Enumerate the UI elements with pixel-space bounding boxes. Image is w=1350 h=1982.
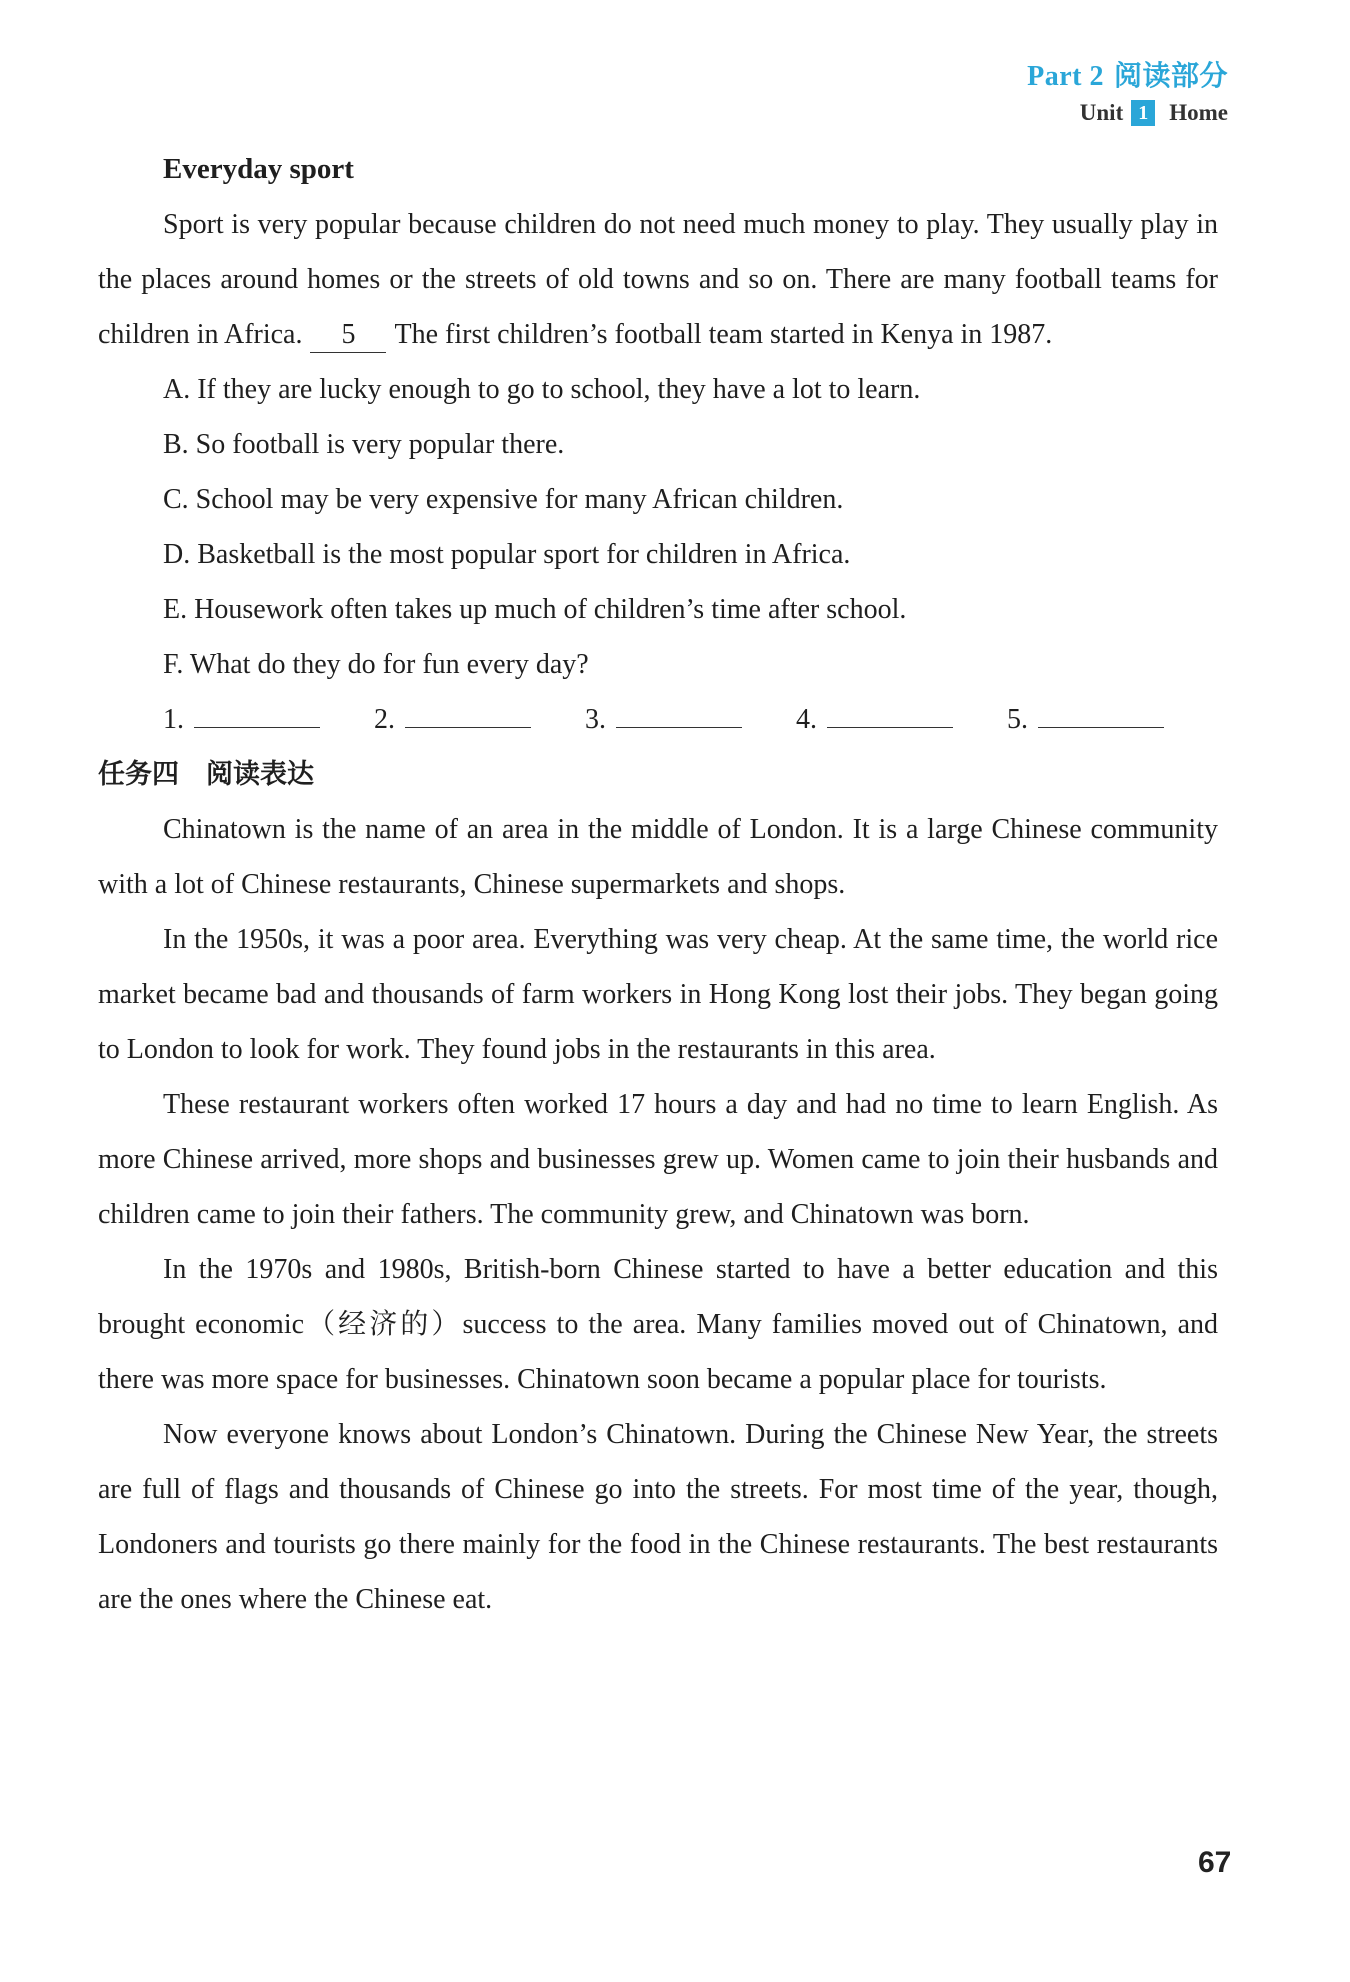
page-content <box>98 142 1218 1627</box>
unit-word: Unit <box>1079 100 1124 125</box>
task-paragraph: In the 1950s, it was a poor area. Everything was very cheap. At the same time, the world rice market became bad and thousands of farm workers in Hong Kong lost their jobs. They began going to London to look for work. They found jobs in the restaurants in this area. <box>98 924 1218 1065</box>
part-title: 阅读部分 <box>1113 59 1228 92</box>
answer-3 <box>585 692 796 747</box>
answer-1 <box>163 692 374 747</box>
unit-number-badge: 1 <box>1131 100 1155 126</box>
answer-row <box>98 692 1218 747</box>
answer-blank[interactable] <box>405 694 531 728</box>
answer-blank[interactable] <box>1038 694 1164 728</box>
answer-number: 5. <box>1007 704 1028 735</box>
option-f: F. What do they do for fun every day? <box>163 649 589 680</box>
answer-4 <box>796 692 1007 747</box>
option-d: D. Basketball is the most popular sport for children in Africa. <box>163 539 851 570</box>
page-number: 67 <box>1198 1846 1232 1879</box>
task-paragraph: These restaurant workers often worked 17 hours a day and had no time to learn English. As more Chinese arrived, more shops and businesses grew up. Women came to join their husbands and children came to join their fathers. The community grew, and Chinatown was born. <box>98 1089 1218 1230</box>
task-paragraph: In the 1970s and 1980s, British-born Chinese started to have a better education and this brought economic（经济的）success to the area. Many families moved out of Chinatown, and there was more space for businesses. Chinatown soon became a popular place for tourists. <box>98 1254 1218 1395</box>
answer-number: 1. <box>163 704 184 735</box>
answer-blank[interactable] <box>194 694 320 728</box>
option-e: E. Housework often takes up much of children’s time after school. <box>163 594 907 625</box>
answer-blank[interactable] <box>827 694 953 728</box>
part-number: Part 2 <box>1027 61 1104 92</box>
unit-title: Home <box>1169 100 1228 125</box>
option-a: A. If they are lucky enough to go to school, they have a lot to learn. <box>163 374 921 405</box>
paragraph-text-before-blank: Sport is very popular because children do not need much money to play. They usually play in the places around homes or the streets of old towns and so on. There are many football teams for children in Africa. <box>98 209 1218 350</box>
page-header <box>1027 54 1228 126</box>
unit-label <box>1027 100 1228 126</box>
task-paragraph: Now everyone knows about London’s Chinatown. During the Chinese New Year, the streets are full of flags and thousands of Chinese go into the streets. For most time of the year, though, Londoners and tourists go there mainly for the food in the Chinese restaurants. The best restaurants are the ones where the Chinese eat. <box>98 1419 1218 1615</box>
option-c: C. School may be very expensive for many African children. <box>163 484 844 515</box>
answer-blank[interactable] <box>616 694 742 728</box>
answer-5 <box>1007 692 1218 747</box>
blank-5: 5 <box>310 318 386 353</box>
answer-number: 2. <box>374 704 395 735</box>
answer-2 <box>374 692 585 747</box>
part-label <box>1027 54 1228 94</box>
task-paragraph: Chinatown is the name of an area in the middle of London. It is a large Chinese community with a lot of Chinese restaurants, Chinese supermarkets and shops. <box>98 814 1218 900</box>
answer-number: 4. <box>796 704 817 735</box>
answer-number: 3. <box>585 704 606 735</box>
task-heading: 任务四 阅读表达 <box>98 759 314 790</box>
paragraph-text-after-blank: The first children’s football team started in Kenya in 1987. <box>394 319 1053 350</box>
section-title: Everyday sport <box>163 153 354 185</box>
option-b: B. So football is very popular there. <box>163 429 565 460</box>
section-paragraph <box>98 197 1218 362</box>
